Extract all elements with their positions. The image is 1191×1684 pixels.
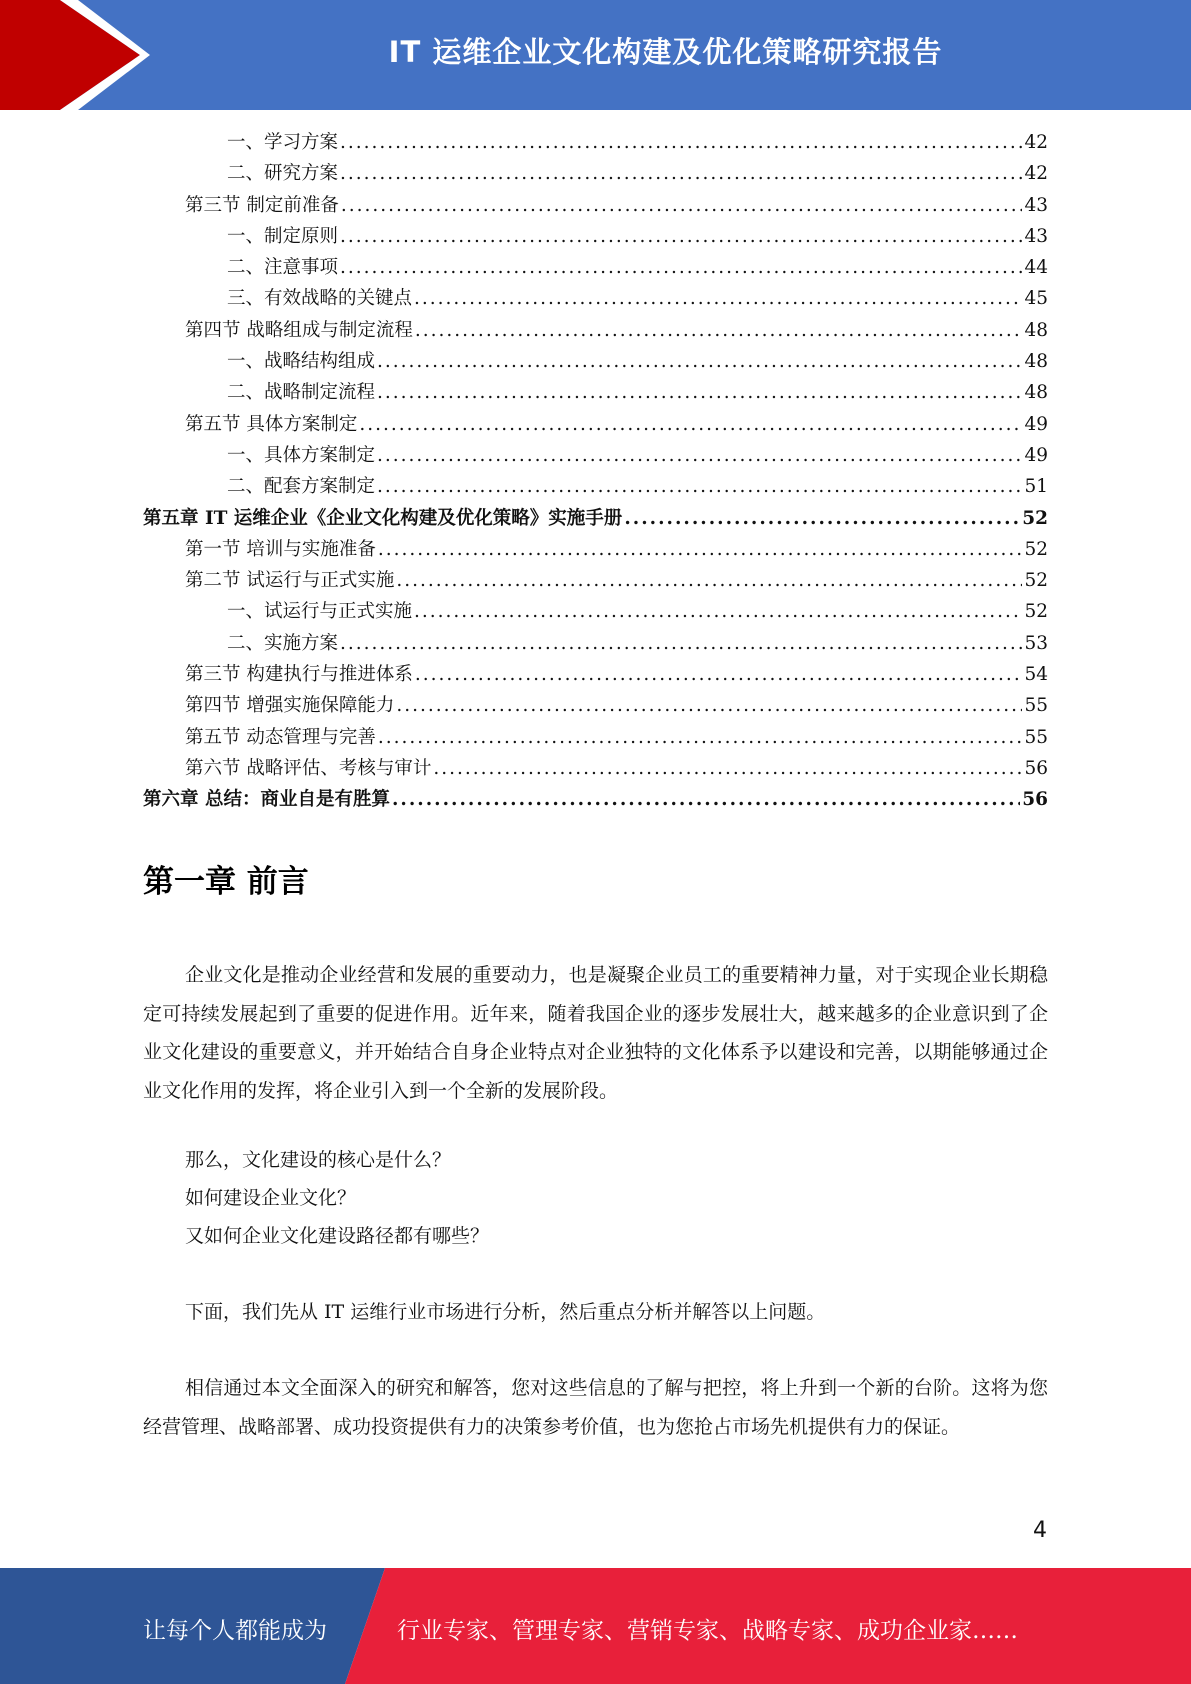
toc-entry[interactable]: [143, 472, 1048, 503]
toc-page-number: 44: [1024, 257, 1048, 279]
toc-dot-leader: [377, 351, 1022, 372]
toc-dot-leader: [378, 727, 1023, 748]
toc-page-number: 52: [1024, 538, 1048, 560]
toc-dot-leader: [396, 695, 1022, 716]
closing-paragraph: 相信通过本文全面深入的研究和解答，您对这些信息的了解与把控，将上升到一个新的台阶。这将为您经营管理、战略部署、成功投资提供有力的决策参考价值，也为您抢占市场先机提供有力的保证。: [143, 1377, 1048, 1438]
toc-page-number: 49: [1024, 413, 1048, 435]
toc-page-number: 43: [1024, 225, 1048, 247]
toc-entry[interactable]: [143, 535, 1048, 566]
intro-paragraph: 企业文化是推动企业经营和发展的重要动力，也是凝聚企业员工的重要精神力量，对于实现企业长期稳定可持续发展起到了重要的促进作用。近年来，随着我国企业的逐步发展壮大，越来越多的企业意识到了企业文化建设的重要意义，并开始结合自身企业特点对企业独特的文化体系予以建设和完善，以期能够通过企业文化作用的发挥，将企业引入到一个全新的发展阶段。: [143, 964, 1048, 1102]
toc-entry-title: 第一节 培训与实施准备: [185, 538, 376, 560]
toc-entry[interactable]: [143, 660, 1048, 691]
toc-page-number: 52: [1024, 601, 1048, 623]
toc-dot-leader: [340, 226, 1022, 247]
toc-entry[interactable]: [143, 222, 1048, 253]
toc-dot-leader: [340, 163, 1022, 184]
toc-dot-leader: [377, 382, 1022, 403]
toc-page-number: 49: [1024, 444, 1048, 466]
toc-entry[interactable]: [143, 441, 1048, 472]
toc-entry[interactable]: [143, 316, 1048, 347]
toc-entry[interactable]: [143, 629, 1048, 660]
toc-entry[interactable]: [143, 253, 1048, 284]
toc-dot-leader: [396, 570, 1022, 591]
next-step-paragraph: 下面，我们先从 IT 运维行业市场进行分析，然后重点分析并解答以上问题。: [185, 1301, 826, 1323]
question-line: 又如何企业文化建设路径都有哪些？: [185, 1225, 490, 1247]
toc-page-number: 52: [1024, 570, 1048, 592]
toc-page-number: 42: [1024, 163, 1048, 185]
toc-entry-title: 二、配套方案制定: [227, 476, 376, 498]
page-number: 4: [1033, 1518, 1047, 1543]
chapter-title: 第一章 前言: [143, 864, 309, 900]
toc-entry[interactable]: [143, 347, 1048, 378]
toc-entry-title: 第五章 IT 运维企业《企业文化构建及优化策略》实施手册: [143, 507, 623, 529]
toc-dot-leader: [377, 476, 1022, 497]
footer-slogan-right: 行业专家、管理专家、营销专家、战略专家、成功企业家……: [397, 1618, 1018, 1644]
toc-dot-leader: [433, 758, 1022, 779]
toc-page-number: 48: [1024, 351, 1048, 373]
toc-entry-title: 第六节 战略评估、考核与审计: [185, 757, 432, 779]
toc-dot-leader: [340, 633, 1022, 654]
page-header: [0, 0, 1191, 110]
toc-dot-leader: [359, 414, 1022, 435]
toc-entry-title: 一、具体方案制定: [227, 444, 376, 466]
toc-entry[interactable]: [143, 504, 1048, 535]
toc-entry[interactable]: [143, 723, 1048, 754]
toc-dot-leader: [414, 288, 1022, 309]
toc-entry-title: 二、实施方案: [227, 632, 339, 654]
toc-entry[interactable]: [143, 597, 1048, 628]
toc-page-number: 48: [1024, 319, 1048, 341]
chevron-logo-icon: [0, 0, 160, 110]
toc-dot-leader: [377, 445, 1022, 466]
toc-dot-leader: [414, 601, 1022, 622]
toc-entry-title: 第四节 增强实施保障能力: [185, 695, 395, 717]
toc-entry-title: 一、试运行与正式实施: [227, 601, 413, 623]
report-title: IT 运维企业文化构建及优化策略研究报告: [388, 34, 943, 69]
toc-entry-title: 第三节 制定前准备: [185, 194, 339, 216]
toc-entry[interactable]: [143, 566, 1048, 597]
toc-page-number: 42: [1024, 132, 1048, 153]
toc-entry[interactable]: [143, 191, 1048, 222]
table-of-contents: [143, 128, 1048, 817]
toc-entry-title: 二、注意事项: [227, 257, 339, 279]
toc-entry-title: 一、战略结构组成: [227, 351, 376, 373]
toc-page-number: 43: [1024, 194, 1048, 216]
toc-entry[interactable]: [143, 785, 1048, 816]
toc-page-number: 55: [1024, 695, 1048, 717]
toc-dot-leader: [340, 257, 1022, 278]
question-line: 如何建设企业文化？: [185, 1187, 357, 1209]
toc-entry-title: 三、有效战略的关键点: [227, 288, 413, 310]
toc-entry-title: 第五节 动态管理与完善: [185, 726, 376, 748]
toc-entry-title: 第二节 试运行与正式实施: [185, 570, 395, 592]
toc-dot-leader: [341, 195, 1023, 216]
toc-entry-title: 第六章 总结：商业自是有胜算: [143, 789, 390, 811]
toc-entry[interactable]: [143, 159, 1048, 190]
toc-dot-leader: [415, 320, 1023, 341]
toc-dot-leader: [340, 132, 1022, 153]
toc-dot-leader: [415, 664, 1023, 685]
toc-entry[interactable]: [143, 284, 1048, 315]
toc-entry-title: 二、研究方案: [227, 163, 339, 185]
toc-entry-title: 第三节 构建执行与推进体系: [185, 664, 413, 686]
toc-page-number: 45: [1024, 288, 1048, 310]
toc-page-number: 56: [1024, 757, 1048, 779]
toc-entry[interactable]: [143, 754, 1048, 785]
toc-page-number: 52: [1022, 507, 1048, 529]
toc-entry-title: 第四节 战略组成与制定流程: [185, 319, 413, 341]
toc-entry[interactable]: [143, 378, 1048, 409]
toc-entry[interactable]: [143, 691, 1048, 722]
toc-entry-title: 一、制定原则: [227, 225, 339, 247]
toc-dot-leader: [392, 789, 1020, 810]
toc-page-number: 51: [1024, 476, 1048, 498]
toc-dot-leader: [378, 539, 1023, 560]
toc-entry[interactable]: [143, 410, 1048, 441]
toc-page-number: 55: [1024, 726, 1048, 748]
toc-entry-title: 一、学习方案: [227, 132, 339, 153]
toc-page-number: 54: [1024, 664, 1048, 686]
toc-page-number: 56: [1022, 789, 1048, 811]
toc-page-number: 53: [1024, 632, 1048, 654]
toc-page-number: 48: [1024, 382, 1048, 404]
toc-entry[interactable]: [143, 128, 1048, 159]
toc-dot-leader: [624, 508, 1020, 529]
question-line: 那么，文化建设的核心是什么？: [185, 1149, 452, 1171]
footer-slogan-left: 让每个人都能成为: [143, 1618, 327, 1644]
toc-entry-title: 二、战略制定流程: [227, 382, 376, 404]
toc-entry-title: 第五节 具体方案制定: [185, 413, 358, 435]
